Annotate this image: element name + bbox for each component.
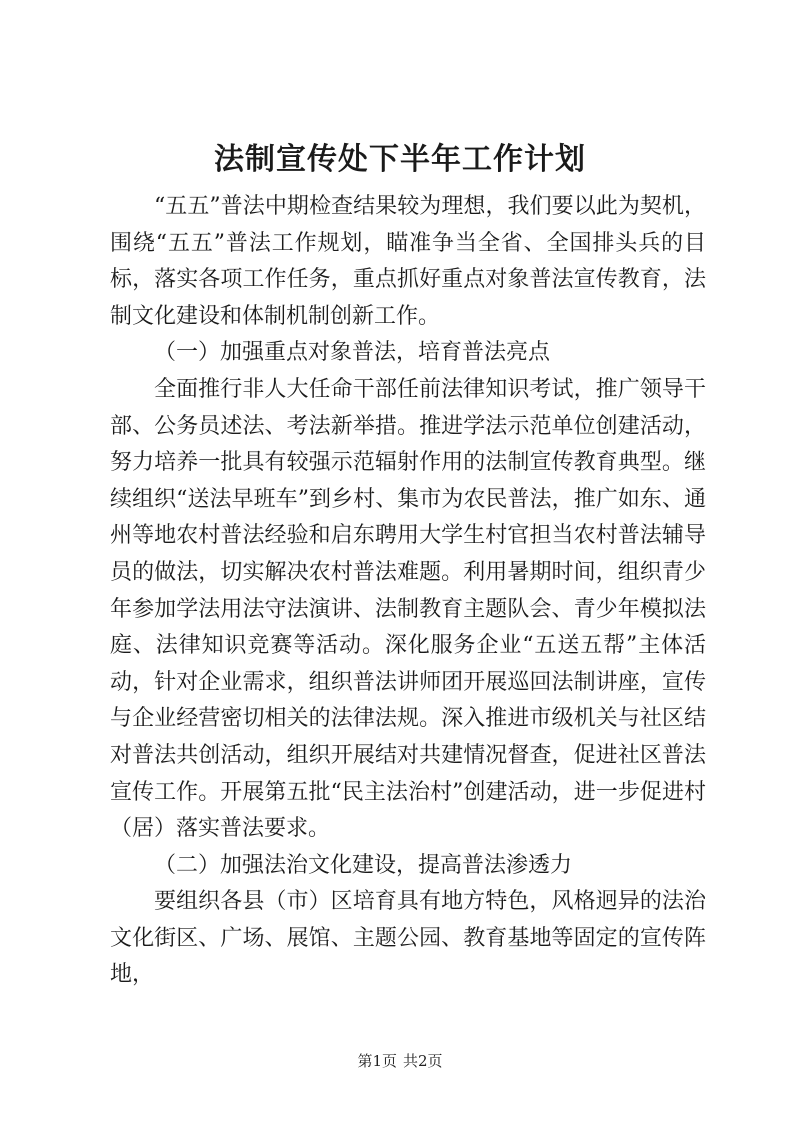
section-1-paragraph: 全面推行非人大任命干部任前法律知识考试，推广领导干部、公务员述法、考法新举措。推进学法示范单位创建活动，努力培养一批具有较强示范辐射作用的法制宣传教育典型。继续组织“送法早班车”到乡村、集市为农民普法，推广如东、通州等地农村普法经验和启东聘用大学生村官担当农村普法辅导员的做法，切实解决农村普法难题。利用暑期时间，组织青少年参加学法用法守法演讲、法制教育主题队会、青少年模拟法庭、法律知识竞赛等活动。深化服务企业“五送五帮”主体活动，针对企业需求，组织普法讲师团开展巡回法制讲座，宣传与企业经营密切相关的法律法规。深入推进市级机关与社区结对普法共创活动，组织开展结对共建情况督查，促进社区普法宣传工作。开展第五批“民主法治村”创建活动，进一步促进村（居）落实普法要求。 [110, 376, 706, 842]
document-body [110, 189, 706, 994]
page-number: 第1页 [357, 1052, 397, 1070]
page-footer [0, 1051, 800, 1071]
intro-paragraph: “五五”普法中期检查结果较为理想，我们要以此为契机，围绕“五五”普法工作规划，瞄准争当全省、全国排头兵的目标，落实各项工作任务，重点抓好重点对象普法宣传教育，法制文化建设和体制机制创新工作。 [110, 194, 706, 329]
page-total: 共2页 [403, 1052, 443, 1070]
section-2-heading: （二）加强法治文化建设，提高普法渗透力 [154, 852, 573, 878]
section-1-heading: （一）加强重点对象普法，培育普法亮点 [154, 340, 551, 366]
section-2-paragraph: 要组织各县（市）区培育具有地方特色，风格迥异的法治文化街区、广场、展馆、主题公园、教育基地等固定的宣传阵地， [110, 889, 706, 988]
document-title: 法制宣传处下半年工作计划 [214, 142, 586, 177]
